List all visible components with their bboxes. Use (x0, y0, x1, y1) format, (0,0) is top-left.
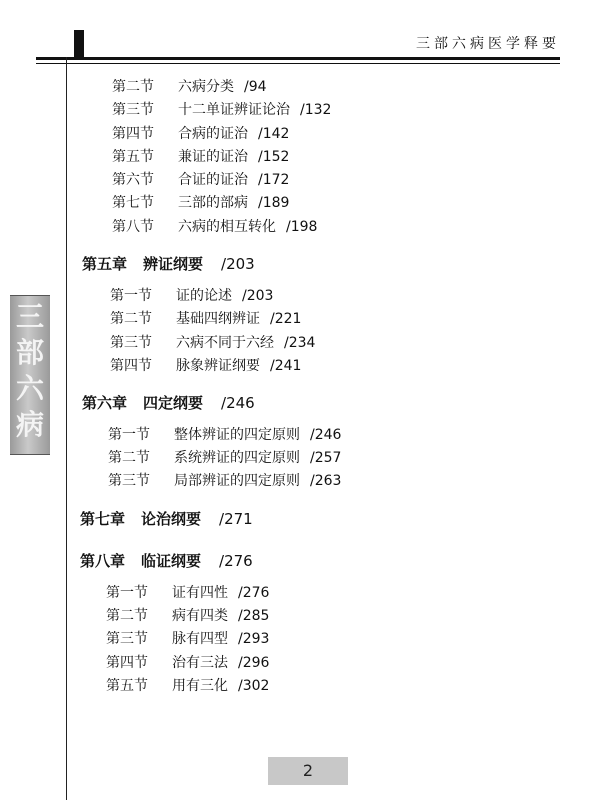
header-rule-thin (36, 63, 560, 64)
section-title: 三部的部病 (178, 195, 248, 211)
section-title: 整体辨证的四定原则 (174, 427, 300, 443)
section-number: 第四节 (110, 358, 152, 374)
section-page: /234 (284, 335, 316, 351)
chapter-number: 第八章 (80, 552, 126, 570)
chapter-page: /246 (221, 394, 255, 412)
section-page: /203 (242, 288, 274, 304)
toc-section[interactable] (112, 169, 289, 189)
header-rule-thick (36, 57, 560, 60)
section-page: /132 (300, 102, 332, 118)
side-tab-char: 三 部 六 病 (15, 300, 44, 441)
section-title: 治有三法 (172, 655, 228, 671)
chapter-page: /271 (219, 510, 253, 528)
toc-section[interactable] (106, 582, 269, 602)
section-title: 脉有四型 (172, 631, 228, 647)
toc-section[interactable] (112, 76, 267, 96)
toc-section[interactable] (106, 675, 269, 695)
side-tab-border-bottom (10, 454, 50, 455)
section-number: 第三节 (106, 631, 148, 647)
section-page: /257 (310, 450, 342, 466)
toc-chapter[interactable] (82, 392, 255, 413)
section-title: 证有四性 (172, 585, 228, 601)
toc-section[interactable] (110, 308, 301, 328)
toc-section[interactable] (110, 355, 301, 375)
section-number: 第四节 (106, 655, 148, 671)
toc-section[interactable] (112, 192, 289, 212)
chapter-title: 论治纲要 (141, 510, 202, 528)
toc-chapter[interactable] (82, 253, 255, 274)
section-page: /142 (258, 126, 290, 142)
section-title: 证的论述 (176, 288, 232, 304)
section-number: 第二节 (108, 450, 150, 466)
section-number: 第三节 (110, 335, 152, 351)
section-title: 兼证的证治 (178, 149, 248, 165)
section-number: 第四节 (112, 126, 154, 142)
section-title: 基础四纲辨证 (176, 311, 260, 327)
chapter-page: /276 (219, 552, 253, 570)
section-page: /302 (238, 678, 270, 694)
toc-section[interactable] (106, 605, 269, 625)
toc-section[interactable] (106, 628, 269, 648)
toc-chapter[interactable] (80, 550, 253, 571)
toc-section[interactable] (108, 447, 341, 467)
section-page: /285 (238, 608, 270, 624)
toc-section[interactable] (112, 123, 289, 143)
section-title: 合病的证治 (178, 126, 248, 142)
section-number: 第一节 (106, 585, 148, 601)
section-number: 第三节 (112, 102, 154, 118)
section-page: /189 (258, 195, 290, 211)
section-title: 六病分类 (178, 79, 234, 95)
section-page: /198 (286, 219, 318, 235)
section-number: 第八节 (112, 219, 154, 235)
toc-section[interactable] (110, 285, 273, 305)
toc-section[interactable] (112, 216, 317, 236)
toc-section[interactable] (112, 146, 289, 166)
margin-rule (66, 57, 67, 800)
section-title: 系统辨证的四定原则 (174, 450, 300, 466)
section-number: 第七节 (112, 195, 154, 211)
book-title: 三部六病医学释要 (416, 36, 560, 52)
section-title: 六病不同于六经 (176, 335, 274, 351)
section-number: 第六节 (112, 172, 154, 188)
section-page: /152 (258, 149, 290, 165)
section-number: 第五节 (106, 678, 148, 694)
side-tab-border-top (10, 295, 50, 296)
section-page: /246 (310, 427, 342, 443)
section-page: /296 (238, 655, 270, 671)
section-page: /276 (238, 585, 270, 601)
chapter-number: 第七章 (80, 510, 126, 528)
section-title: 用有三化 (172, 678, 228, 694)
toc-section[interactable] (106, 652, 269, 672)
toc-section[interactable] (110, 332, 315, 352)
toc-section[interactable] (112, 99, 331, 119)
chapter-title: 四定纲要 (143, 394, 204, 412)
side-tab (10, 295, 50, 455)
toc-chapter[interactable] (80, 508, 253, 529)
section-page: /221 (270, 311, 302, 327)
chapter-title: 辨证纲要 (143, 255, 204, 273)
side-tab-text (10, 299, 50, 443)
section-number: 第五节 (112, 149, 154, 165)
chapter-page: /203 (221, 255, 255, 273)
chapter-number: 第五章 (82, 255, 128, 273)
section-title: 十二单证辨证论治 (178, 102, 290, 118)
section-title: 局部辨证的四定原则 (174, 473, 300, 489)
page-number: 2 (268, 757, 348, 785)
section-page: /94 (244, 79, 267, 95)
section-page: /263 (310, 473, 342, 489)
section-number: 第二节 (110, 311, 152, 327)
chapter-title: 临证纲要 (141, 552, 202, 570)
section-title: 病有四类 (172, 608, 228, 624)
section-number: 第三节 (108, 473, 150, 489)
section-number: 第二节 (106, 608, 148, 624)
toc-section[interactable] (108, 424, 341, 444)
section-number: 第二节 (112, 79, 154, 95)
chapter-number: 第六章 (82, 394, 128, 412)
toc-section[interactable] (108, 470, 341, 490)
section-page: /241 (270, 358, 302, 374)
section-title: 合证的证治 (178, 172, 248, 188)
section-page: /293 (238, 631, 270, 647)
section-page: /172 (258, 172, 290, 188)
section-number: 第一节 (108, 427, 150, 443)
section-number: 第一节 (110, 288, 152, 304)
section-title: 六病的相互转化 (178, 219, 276, 235)
section-title: 脉象辨证纲要 (176, 358, 260, 374)
